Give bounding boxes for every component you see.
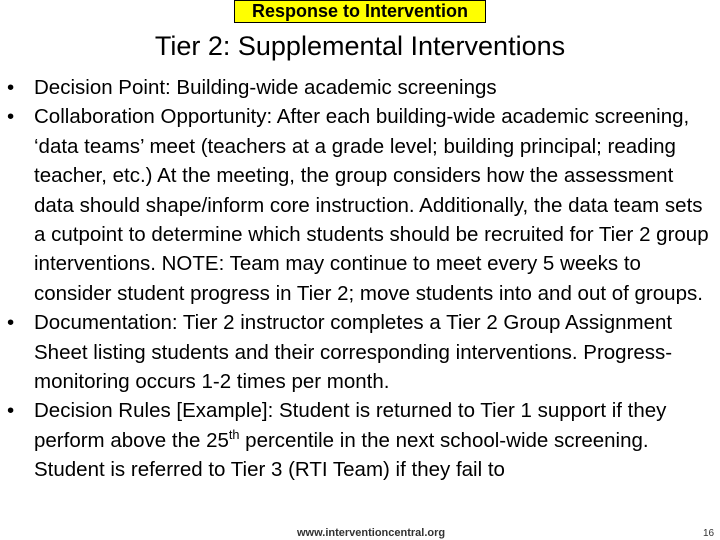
footer-url: www.interventioncentral.org [297, 527, 446, 539]
page-number: 16 [703, 528, 715, 539]
ordinal-superscript: th [228, 427, 240, 443]
bullet-marker: • [7, 105, 15, 129]
bullet-marker: • [7, 399, 15, 423]
bullet-decision-rules [0, 396, 720, 484]
bullet-text-before: Decision Rules [Example]: Student is returned to Tier 1 support if they perform above the 25 [34, 399, 667, 452]
slide-title: Tier 2: Supplemental Interventions [154, 31, 566, 61]
bullet-documentation [0, 308, 720, 396]
bullet-text: Documentation: Tier 2 instructor completes a Tier 2 Group Assignment Sheet listing students and their corresponding interventions. Progress-monitoring occurs 1-2 times per month. [34, 311, 673, 394]
bullet-text: Decision Point: Building-wide academic screenings [34, 76, 497, 99]
bullet-marker: • [7, 76, 15, 99]
bullet-text: Collaboration Opportunity: After each building-wide academic screening, ‘data teams’ meet (teachers at a grade level; building principal; reading teacher, etc.) At the meeting, the group considers how the assessment data should shape/inform core instruction. Additionally, the data team sets a cutpoint to determine which students should be recruited for Tier 2 group interventions. NOTE: Team may continue to meet every 5 weeks to consider student progress in Tier 2; move students into and out of groups. [34, 105, 709, 305]
bullet-decision-point [0, 73, 720, 102]
bullet-list [0, 73, 720, 485]
bullet-text-after: percentile in the next school-wide screening. Student is referred to Tier 3 (RTI Team) if they fail to [34, 428, 649, 482]
header-banner [234, 0, 486, 23]
bullet-marker: • [7, 311, 15, 335]
header-label: Response to Intervention [251, 1, 469, 21]
bullet-collaboration [0, 102, 720, 308]
